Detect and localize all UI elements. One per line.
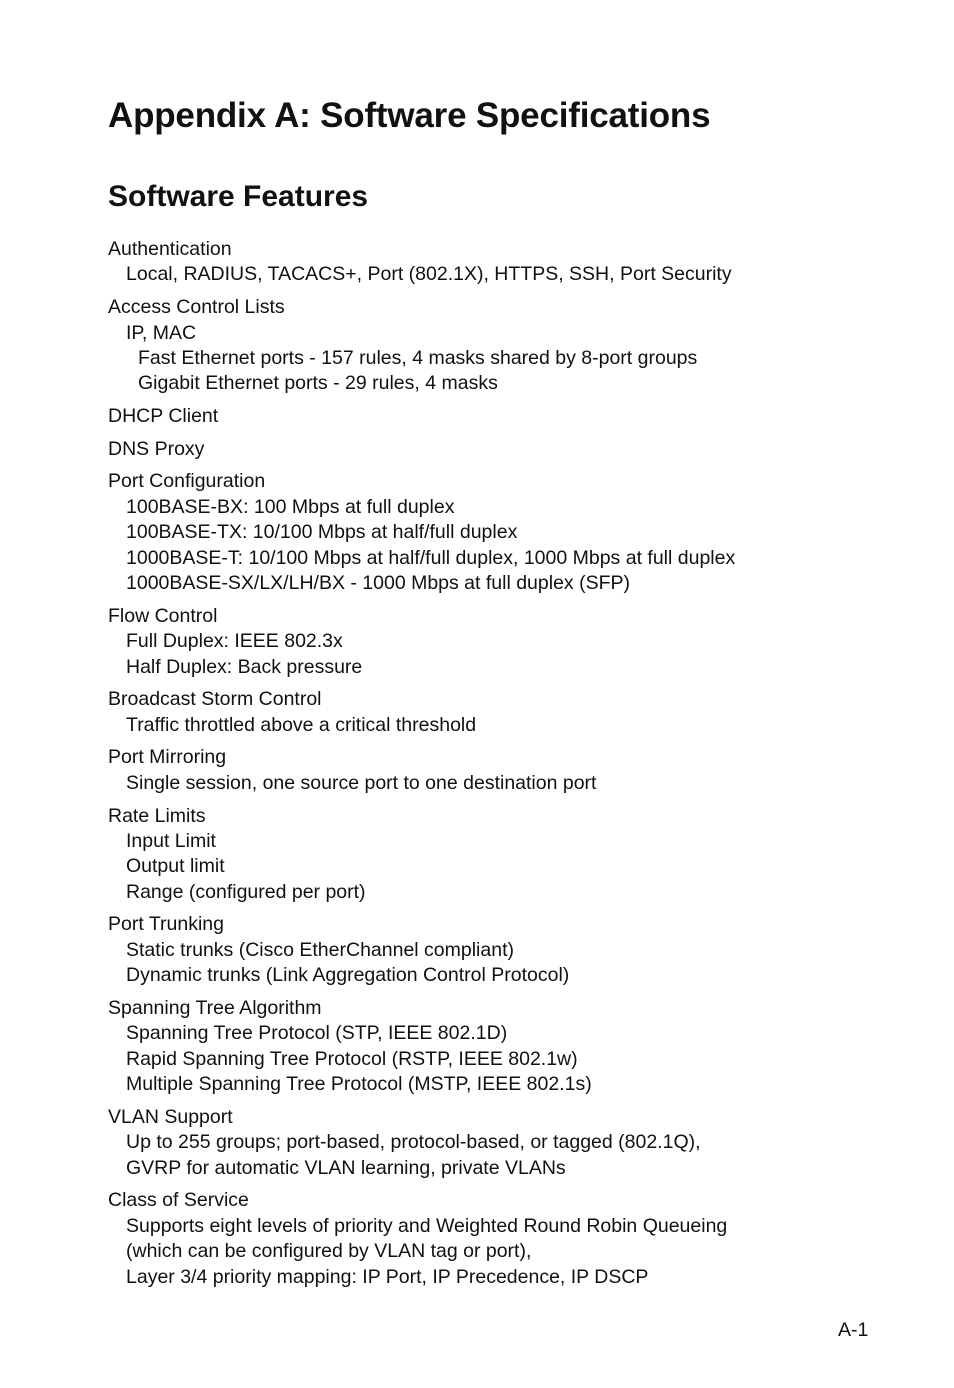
feature-detail: Full Duplex: IEEE 802.3x xyxy=(126,630,343,653)
feature-title: Class of Service xyxy=(108,1189,249,1212)
feature-detail: Layer 3/4 priority mapping: IP Port, IP Precedence, IP DSCP xyxy=(126,1265,649,1288)
feature-detail: 100BASE-TX: 10/100 Mbps at half/full duplex xyxy=(126,521,518,544)
feature-detail: Traffic throttled above a critical threshold xyxy=(126,713,477,736)
feature-item xyxy=(108,745,908,796)
feature-detail: Multiple Spanning Tree Protocol (MSTP, IEEE 802.1s) xyxy=(126,1073,592,1096)
feature-item xyxy=(108,404,908,429)
feature-detail: Range (configured per port) xyxy=(126,880,366,903)
feature-detail: Half Duplex: Back pressure xyxy=(126,655,363,678)
feature-title: Broadcast Storm Control xyxy=(108,688,322,711)
feature-detail: Single session, one source port to one destination port xyxy=(126,771,597,794)
feature-title: Port Mirroring xyxy=(108,746,227,769)
feature-title: Authentication xyxy=(108,238,232,260)
feature-detail: 1000BASE-SX/LX/LH/BX - 1000 Mbps at full duplex (SFP) xyxy=(126,572,631,595)
feature-item xyxy=(108,912,908,988)
feature-title: Flow Control xyxy=(108,604,218,627)
feature-detail: 1000BASE-T: 10/100 Mbps at half/full duplex, 1000 Mbps at full duplex xyxy=(126,546,736,569)
feature-item xyxy=(108,237,908,288)
feature-detail: Rapid Spanning Tree Protocol (RSTP, IEEE 802.1w) xyxy=(126,1047,578,1070)
feature-title: Spanning Tree Algorithm xyxy=(108,996,322,1019)
feature-detail: Output limit xyxy=(126,855,225,878)
feature-item xyxy=(108,437,908,462)
feature-item xyxy=(108,687,908,738)
feature-title: Access Control Lists xyxy=(108,296,285,319)
feature-detail: Static trunks (Cisco EtherChannel compliant) xyxy=(126,938,514,961)
feature-item xyxy=(108,295,908,397)
feature-detail: Spanning Tree Protocol (STP, IEEE 802.1D) xyxy=(126,1022,508,1045)
feature-item xyxy=(108,604,908,680)
feature-title: Port Configuration xyxy=(108,470,266,493)
feature-item xyxy=(108,1105,908,1181)
feature-detail: Supports eight levels of priority and Weighted Round Robin Queueing xyxy=(126,1214,728,1237)
feature-detail: (which can be configured by VLAN tag or port), xyxy=(126,1240,532,1263)
feature-title: VLAN Support xyxy=(108,1105,233,1128)
feature-detail: GVRP for automatic VLAN learning, private VLANs xyxy=(126,1156,566,1179)
feature-title: DHCP Client xyxy=(108,405,219,428)
feature-detail: Dynamic trunks (Link Aggregation Control Protocol) xyxy=(126,964,570,987)
page-number: A-1 xyxy=(838,1319,869,1341)
feature-detail: Input Limit xyxy=(126,829,216,852)
feature-title: Rate Limits xyxy=(108,804,206,827)
feature-item xyxy=(108,1188,908,1290)
features-list xyxy=(108,237,908,1297)
section-title: Software Features xyxy=(108,180,369,213)
feature-item xyxy=(108,996,908,1098)
feature-detail: 100BASE-BX: 100 Mbps at full duplex xyxy=(126,495,455,518)
feature-title: DNS Proxy xyxy=(108,437,205,460)
feature-detail: IP, MAC xyxy=(126,321,197,344)
feature-detail: Gigabit Ethernet ports - 29 rules, 4 masks xyxy=(138,372,498,395)
feature-detail: Fast Ethernet ports - 157 rules, 4 masks shared by 8-port groups xyxy=(138,346,698,369)
feature-detail: Local, RADIUS, TACACS+, Port (802.1X), HTTPS, SSH, Port Security xyxy=(126,263,732,286)
feature-title: Port Trunking xyxy=(108,913,224,936)
feature-item xyxy=(108,469,908,596)
feature-detail: Up to 255 groups; port-based, protocol-based, or tagged (802.1Q), xyxy=(126,1131,701,1154)
chapter-title: Appendix A: Software Specifications xyxy=(108,96,711,135)
feature-item xyxy=(108,804,908,906)
